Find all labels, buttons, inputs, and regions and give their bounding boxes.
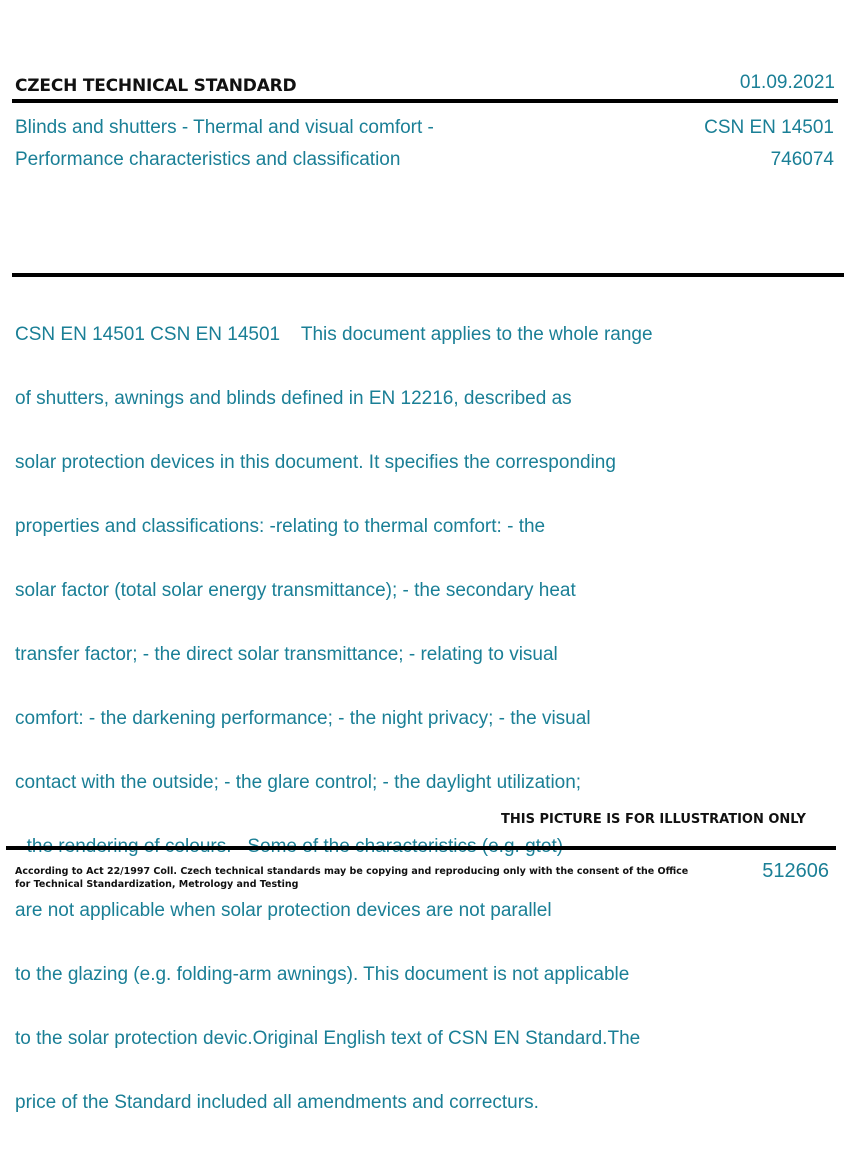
footer-divider bbox=[6, 846, 836, 850]
abstract-line: of shutters, awnings and blinds defined in EN 12216, described as bbox=[15, 388, 572, 409]
title-line-2: Performance characteristics and classification bbox=[15, 149, 401, 170]
abstract-line: comfort: - the darkening performance; - the night privacy; - the visual bbox=[15, 708, 591, 729]
class-number: 746074 bbox=[770, 149, 834, 170]
abstract-line: properties and classifications: -relating to thermal comfort: - the bbox=[15, 516, 546, 537]
standard-code: CSN EN 14501 bbox=[704, 117, 834, 138]
abstract-line: to the solar protection devic.Original English text of CSN EN Standard.The bbox=[15, 1028, 641, 1049]
abstract-line: CSN EN 14501 CSN EN 14501 This document applies to the whole range bbox=[15, 324, 653, 345]
document-title bbox=[15, 112, 434, 176]
title-line-1: Blinds and shutters - Thermal and visual comfort - bbox=[15, 117, 434, 138]
abstract-line: price of the Standard included all amendments and correcturs. bbox=[15, 1092, 539, 1113]
title-divider bbox=[12, 273, 844, 277]
abstract-line: are not applicable when solar protection devices are not parallel bbox=[15, 900, 552, 921]
copyright-line-1: According to Act 22/1997 Coll. Czech technical standards may be copying and reproducing only with the consent of the Office bbox=[15, 866, 689, 877]
document-abstract bbox=[15, 287, 755, 1151]
publication-date: 01.09.2021 bbox=[739, 72, 835, 93]
header-divider bbox=[12, 99, 838, 103]
standard-codes bbox=[704, 112, 834, 176]
copyright-notice bbox=[15, 865, 688, 891]
illustration-disclaimer: THIS PICTURE IS FOR ILLUSTRATION ONLY bbox=[501, 812, 806, 827]
abstract-line: contact with the outside; - the glare control; - the daylight utilization; bbox=[15, 772, 582, 793]
abstract-line: solar factor (total solar energy transmittance); - the secondary heat bbox=[15, 580, 576, 601]
standard-type-label: CZECH TECHNICAL STANDARD bbox=[15, 76, 297, 96]
document-number: 512606 bbox=[762, 860, 829, 882]
abstract-line: to the glazing (e.g. folding-arm awnings). This document is not applicable bbox=[15, 964, 630, 985]
abstract-line: transfer factor; - the direct solar transmittance; - relating to visual bbox=[15, 644, 558, 665]
abstract-line: solar protection devices in this document. It specifies the corresponding bbox=[15, 452, 616, 473]
copyright-line-2: for Technical Standardization, Metrology and Testing bbox=[15, 879, 299, 890]
